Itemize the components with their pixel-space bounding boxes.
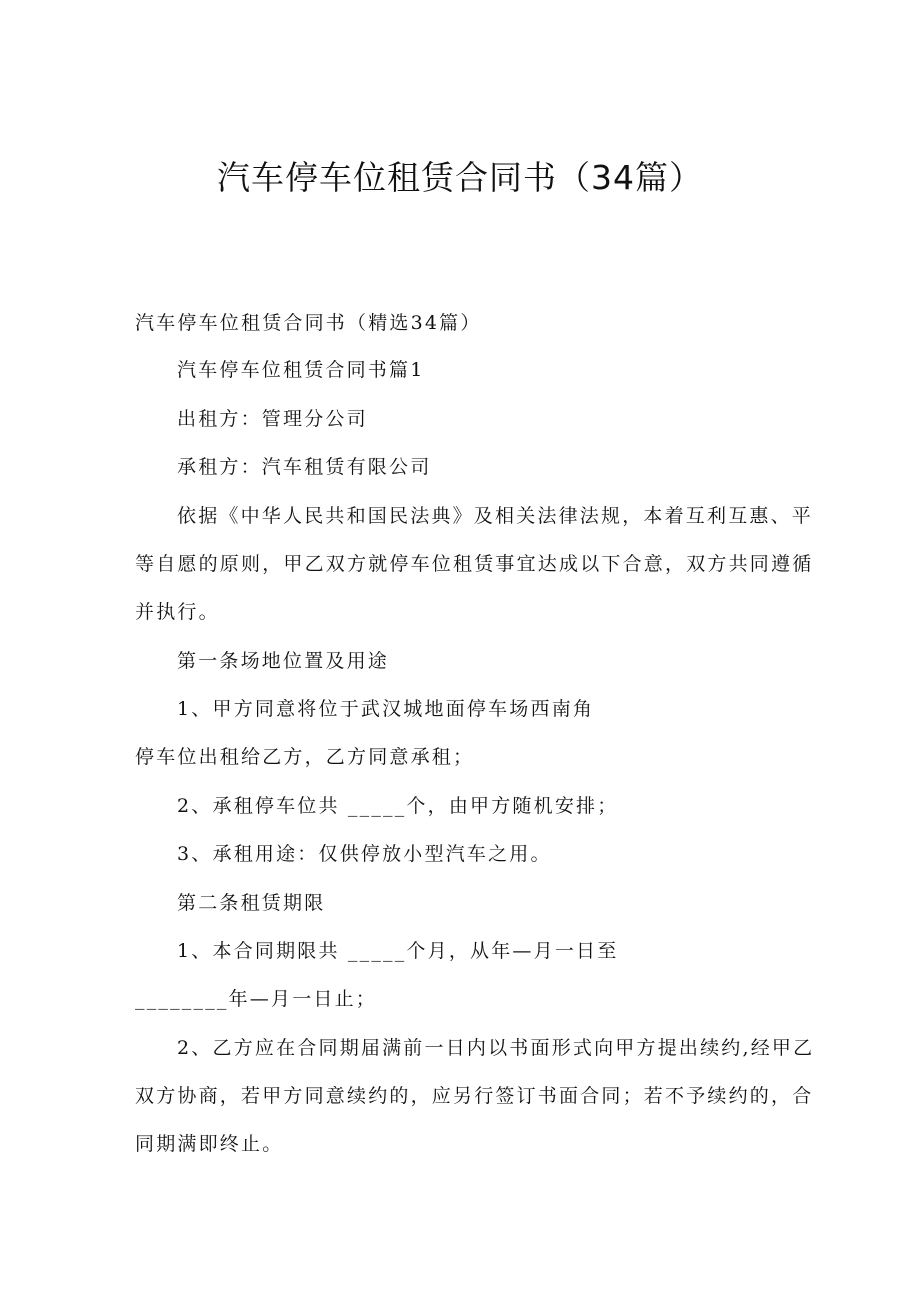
document-title: 汽车停车位租赁合同书（34篇） [217,158,703,197]
lessee-line: 承租方：汽车租赁有限公司 [177,456,432,478]
clause-line: 2、乙方应在合同期届满前一日内以书面形式向甲方提出续约,经甲乙 [177,1037,815,1059]
clause-line: 2、承租停车位共 _____个，由甲方随机安排； [177,795,619,817]
clause-line: 1、甲方同意将位于武汉城地面停车场西南角 [177,698,595,720]
paragraph-line: 并执行。 [135,601,220,623]
article-heading: 第二条租赁期限 [177,892,326,914]
clause-line: 1、本合同期限共 _____个月，从年—月一日至 [177,940,619,962]
clause-line: ________年—月一日止； [135,988,378,1010]
article-heading: 第一条场地位置及用途 [177,650,390,672]
section-heading: 汽车停车位租赁合同书篇1 [177,359,425,381]
clause-line: 停车位出租给乙方，乙方同意承租； [135,746,475,768]
paragraph-line: 等自愿的原则，甲乙双方就停车位租赁事宜达成以下合意，双方共同遵循 [135,553,814,575]
lessor-line: 出租方：管理分公司 [177,408,368,430]
clause-line: 3、承租用途：仅供停放小型汽车之用。 [177,843,552,865]
clause-line: 同期满即终止。 [135,1133,284,1155]
subtitle-line: 汽车停车位租赁合同书（精选34篇） [135,312,482,334]
paragraph-line: 依据《中华人民共和国民法典》及相关法律法规，本着互利互惠、平 [177,505,814,527]
clause-line: 双方协商，若甲方同意续约的，应另行签订书面合同；若不予续约的，合 [135,1085,814,1107]
